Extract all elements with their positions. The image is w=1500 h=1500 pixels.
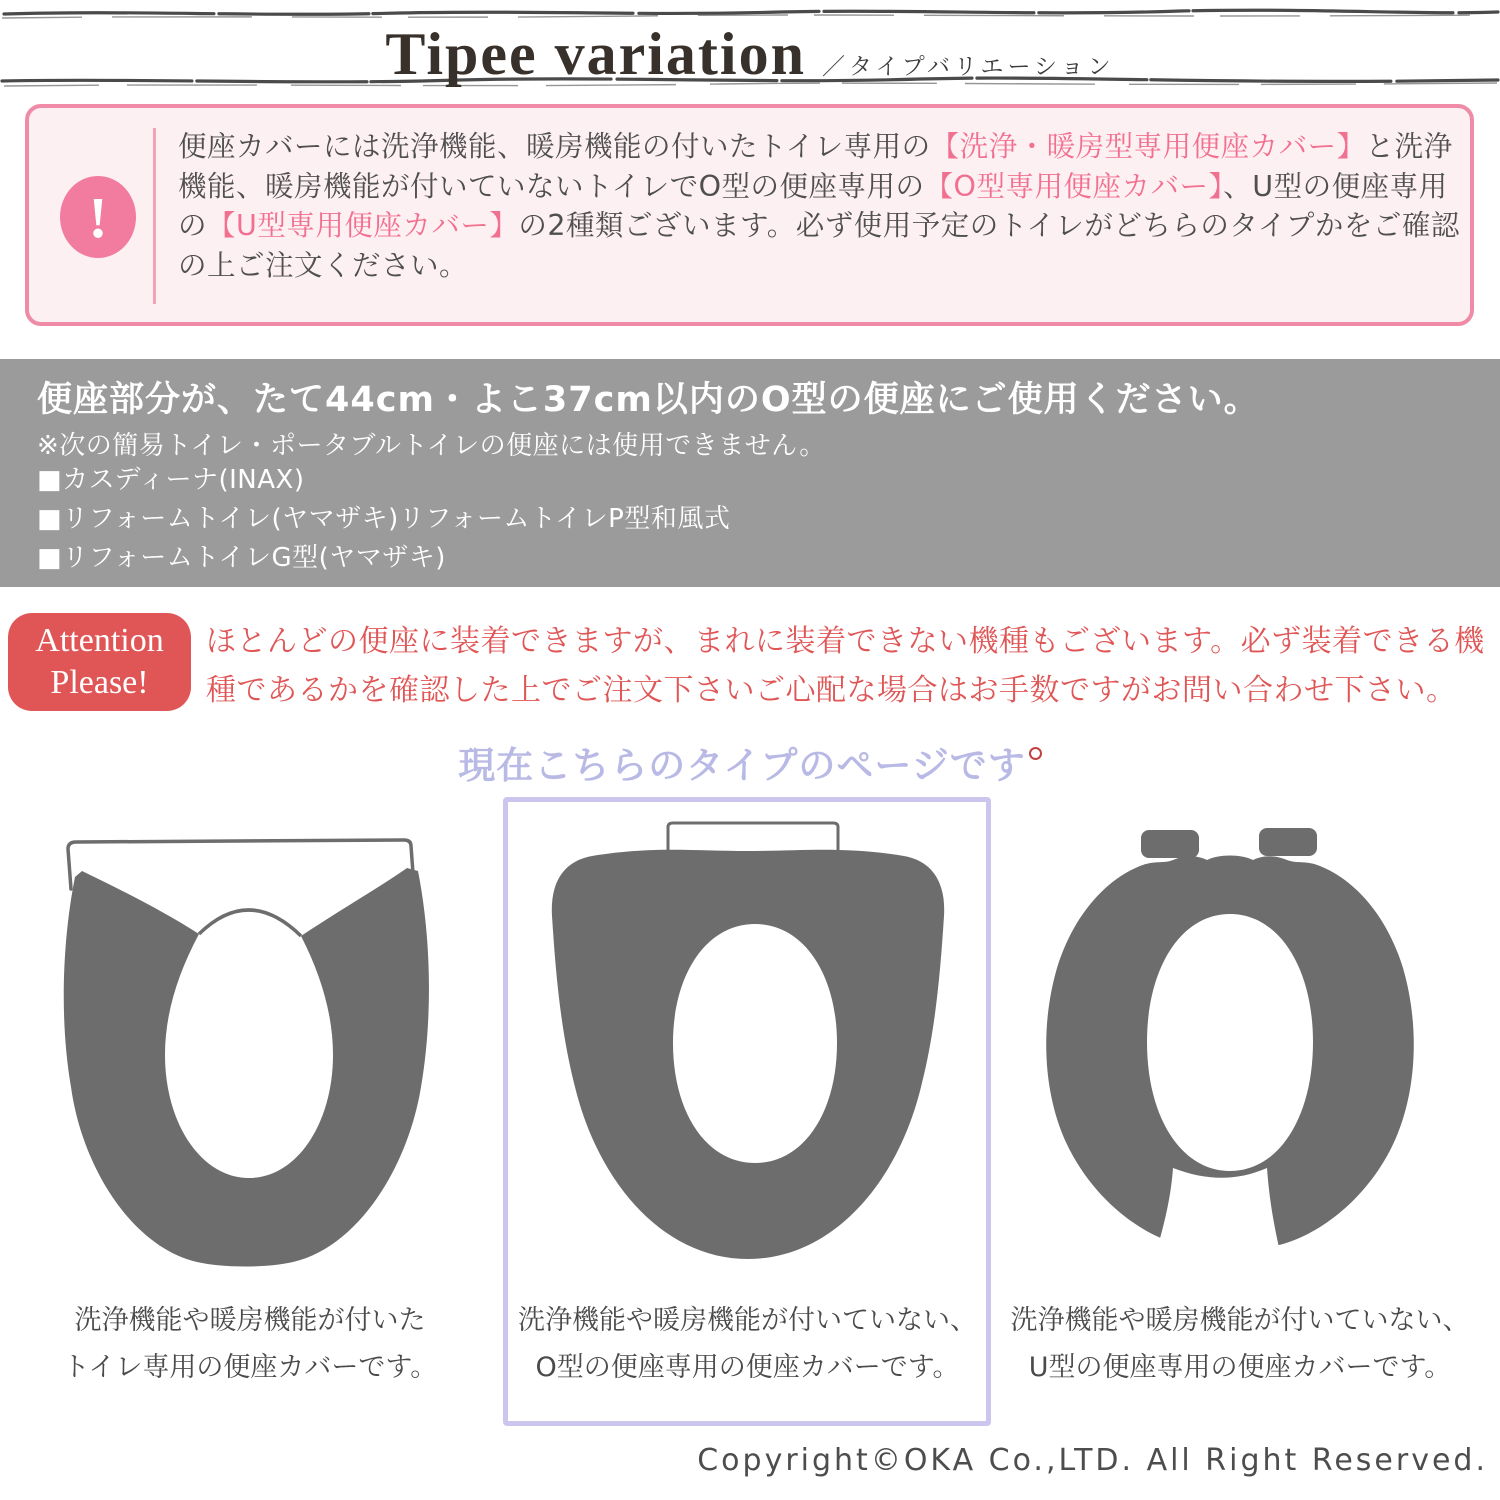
- notice-segment: と洗浄機能、暖房機能が付いていないトイレでO型の便座専用の: [178, 130, 1453, 203]
- seat-front-edge-line: [199, 910, 301, 936]
- notice-segment: 、U型の便座専用の: [178, 169, 1448, 242]
- size-note-item: ■リフォームトイレG型(ヤマザキ): [37, 543, 446, 573]
- page-title: Tipee variation: [385, 21, 806, 87]
- copyright-text: Copyright©OKA Co.,LTD. All Right Reserved.: [697, 1443, 1488, 1478]
- size-note-band: [0, 359, 1500, 587]
- notice-highlight-washlet: 【洗浄・暖房型専用便座カバー】: [930, 130, 1366, 163]
- exclamation-icon: !: [60, 176, 136, 258]
- notice-text: [178, 127, 1463, 285]
- caption-o-type: [515, 1297, 980, 1391]
- caption-line: U型の便座専用の便座カバーです。: [1028, 1352, 1452, 1383]
- caption-line: 洗浄機能や暖房機能が付いた: [74, 1305, 426, 1336]
- notice-segment: 便座カバーには洗浄機能、暖房機能の付いたトイレ専用の: [178, 130, 931, 163]
- washlet-cover-body: [64, 868, 429, 1267]
- caption-line: 洗浄機能や暖房機能が付いていない、: [1010, 1305, 1470, 1336]
- attention-badge-line2: Please!: [50, 664, 149, 701]
- red-dot-icon: [1029, 747, 1042, 760]
- notice-box: [25, 104, 1474, 326]
- notice-highlight-u-type: 【U型専用便座カバー】: [207, 209, 519, 242]
- o-type-seat-body: [552, 850, 944, 1259]
- header: [0, 0, 1500, 92]
- washlet-lid-outline: [68, 840, 414, 889]
- o-type-hinge-tab-outline: [668, 823, 838, 850]
- notice-segment: の2種類ございます。必ず使用予定のトイレがどちらのタイプかをご確認の上ご注文ください。: [178, 209, 1460, 282]
- u-type-hinge-bump: [1259, 828, 1317, 856]
- current-type-note-text: 現在こちらのタイプのページです: [458, 744, 1026, 787]
- size-note-warning: ※次の簡易トイレ・ポータブルトイレの便座には使用できません。: [37, 431, 826, 461]
- notice-divider-line: [153, 128, 156, 304]
- current-type-note: [0, 735, 1500, 789]
- page-subtitle: ／タイプバリエーション: [821, 54, 1115, 80]
- attention-badge-line1: Attention: [35, 622, 164, 659]
- u-type-hinge-bump: [1141, 830, 1199, 858]
- size-note-heading: 便座部分が、たて44cm・よこ37cm以内のO型の便座にご使用ください。: [37, 380, 1260, 420]
- notice-highlight-o-type: 【O型専用便座カバー】: [924, 169, 1224, 203]
- caption-line: トイレ専用の便座カバーです。: [62, 1352, 438, 1383]
- caption-line: O型の便座専用の便座カバーです。: [535, 1352, 960, 1383]
- attention-text: ほとんどの便座に装着できますが、まれに装着できない機種もございます。必ず装着できる機種であるかを確認した上でご注文下さいご心配な場合はお手数ですがお問い合わせ下さい。: [206, 624, 1485, 708]
- attention-badge: [8, 613, 191, 711]
- u-type-seat-illustration: [1015, 818, 1445, 1258]
- caption-line: 洗浄機能や暖房機能が付いていない、: [518, 1305, 977, 1336]
- size-note-item: ■カスディーナ(INAX): [37, 465, 305, 495]
- caption-u-type: [1000, 1297, 1480, 1391]
- washlet-type-seat-illustration: [55, 815, 455, 1275]
- o-type-seat-illustration: [528, 806, 968, 1276]
- u-type-front-gap: [1155, 1168, 1281, 1256]
- caption-washlet-type: [40, 1297, 460, 1391]
- size-note-list: [37, 461, 730, 578]
- size-note-item: ■リフォームトイレ(ヤマザキ)リフォームトイレP型和風式: [37, 504, 731, 534]
